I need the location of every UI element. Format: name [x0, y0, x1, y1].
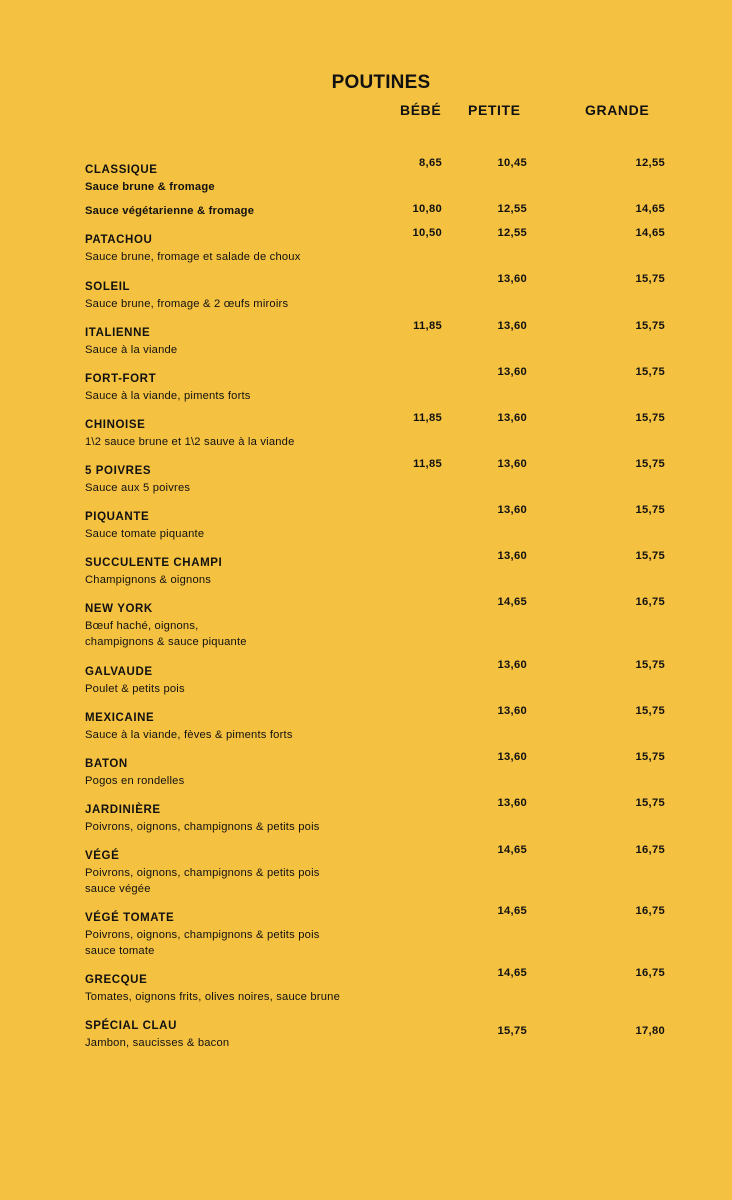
price-petite: 15,75 [497, 1025, 527, 1037]
item-name: SOLEIL [85, 281, 131, 293]
item-description: Sauce brune, fromage et salade de choux [85, 251, 301, 263]
item-description: Poivrons, oignons, champignons & petits pois [85, 929, 320, 941]
item-description: Sauce brune, fromage & 2 œufs miroirs [85, 298, 289, 310]
column-header-bebe: BÉBÉ [400, 102, 442, 118]
item-description: Pogos en rondelles [85, 775, 185, 787]
item-name: CLASSIQUE [85, 164, 158, 176]
price-bebe: 8,65 [419, 157, 442, 169]
price-petite: 14,65 [497, 596, 527, 608]
item-name: NEW YORK [85, 603, 153, 615]
price-grande: 17,80 [635, 1025, 665, 1037]
price-grande: 15,75 [635, 797, 665, 809]
price-petite: 13,60 [497, 751, 527, 763]
price-grande: 15,75 [635, 751, 665, 763]
price-bebe: 10,50 [412, 227, 442, 239]
price-petite: 13,60 [497, 366, 527, 378]
item-description: Sauce à la viande, piments forts [85, 390, 251, 402]
item-name: PATACHOU [85, 234, 153, 246]
price-bebe: 11,85 [413, 458, 442, 470]
item-description: Tomates, oignons frits, olives noires, sauce brune [85, 991, 341, 1003]
item-description: Sauce aux 5 poivres [85, 482, 191, 494]
price-grande: 15,75 [635, 458, 665, 470]
item-name: 5 POIVRES [85, 465, 152, 477]
price-grande: 16,75 [635, 967, 665, 979]
price-grande: 15,75 [635, 705, 665, 717]
price-grande: 16,75 [635, 596, 665, 608]
price-grande: 16,75 [635, 844, 665, 856]
item-description: Bœuf haché, oignons, [85, 620, 199, 632]
price-grande: 15,75 [635, 550, 665, 562]
item-description: Poivrons, oignons, champignons & petits pois [85, 821, 320, 833]
item-description-line2: sauce tomate [85, 945, 155, 957]
page-title: POUTINES [331, 72, 431, 93]
item-name: SUCCULENTE CHAMPI [85, 557, 223, 569]
item-description: Sauce brune & fromage [85, 181, 215, 193]
item-description-line2: champignons & sauce piquante [85, 636, 247, 648]
item-name: CHINOISE [85, 419, 146, 431]
price-petite: 13,60 [497, 705, 527, 717]
item-description: Sauce à la viande [85, 344, 178, 356]
price-petite: 13,60 [497, 550, 527, 562]
item-name: FORT-FORT [85, 373, 157, 385]
price-petite: 13,60 [497, 458, 527, 470]
item-name: VÉGÉ TOMATE [85, 912, 175, 924]
column-header-grande: GRANDE [585, 102, 650, 118]
item-name: SPÉCIAL CLAU [85, 1020, 177, 1032]
item-description: Sauce tomate piquante [85, 528, 205, 540]
item-description: Sauce à la viande, fèves & piments forts [85, 729, 293, 741]
item-name: GALVAUDE [85, 666, 153, 678]
item-description: Poivrons, oignons, champignons & petits pois [85, 867, 320, 879]
price-bebe: 10,80 [412, 203, 442, 215]
price-grande: 14,65 [635, 203, 665, 215]
item-name: BATON [85, 758, 128, 770]
price-grande: 16,75 [635, 905, 665, 917]
price-petite: 13,60 [497, 504, 527, 516]
price-petite: 14,65 [497, 967, 527, 979]
price-grande: 12,55 [635, 157, 665, 169]
price-petite: 13,60 [497, 320, 527, 332]
price-petite: 12,55 [497, 227, 527, 239]
price-petite: 14,65 [497, 844, 527, 856]
item-name: PIQUANTE [85, 511, 150, 523]
price-bebe: 11,85 [413, 412, 442, 424]
price-grande: 15,75 [635, 366, 665, 378]
price-grande: 15,75 [635, 273, 665, 285]
price-bebe: 11,85 [413, 320, 442, 332]
item-name: MEXICAINE [85, 712, 155, 724]
item-description: Champignons & oignons [85, 574, 212, 586]
price-grande: 15,75 [635, 412, 665, 424]
price-petite: 12,55 [497, 203, 527, 215]
price-grande: 15,75 [635, 320, 665, 332]
price-petite: 13,60 [497, 412, 527, 424]
item-description: Sauce végétarienne & fromage [85, 205, 255, 217]
price-petite: 14,65 [497, 905, 527, 917]
item-description: Jambon, saucisses & bacon [85, 1037, 230, 1049]
price-petite: 10,45 [497, 157, 527, 169]
price-grande: 15,75 [635, 659, 665, 671]
item-description: 1\2 sauce brune et 1\2 sauve à la viande [85, 436, 295, 448]
item-name: JARDINIÈRE [85, 804, 161, 816]
item-name: VÉGÉ [85, 850, 120, 862]
item-name: ITALIENNE [85, 327, 151, 339]
price-petite: 13,60 [497, 659, 527, 671]
price-petite: 13,60 [497, 797, 527, 809]
item-description: Poulet & petits pois [85, 683, 185, 695]
price-grande: 14,65 [635, 227, 665, 239]
item-description-line2: sauce végée [85, 883, 151, 895]
item-name: GRECQUE [85, 974, 148, 986]
column-header-petite: PETITE [468, 102, 521, 118]
price-petite: 13,60 [497, 273, 527, 285]
price-grande: 15,75 [635, 504, 665, 516]
